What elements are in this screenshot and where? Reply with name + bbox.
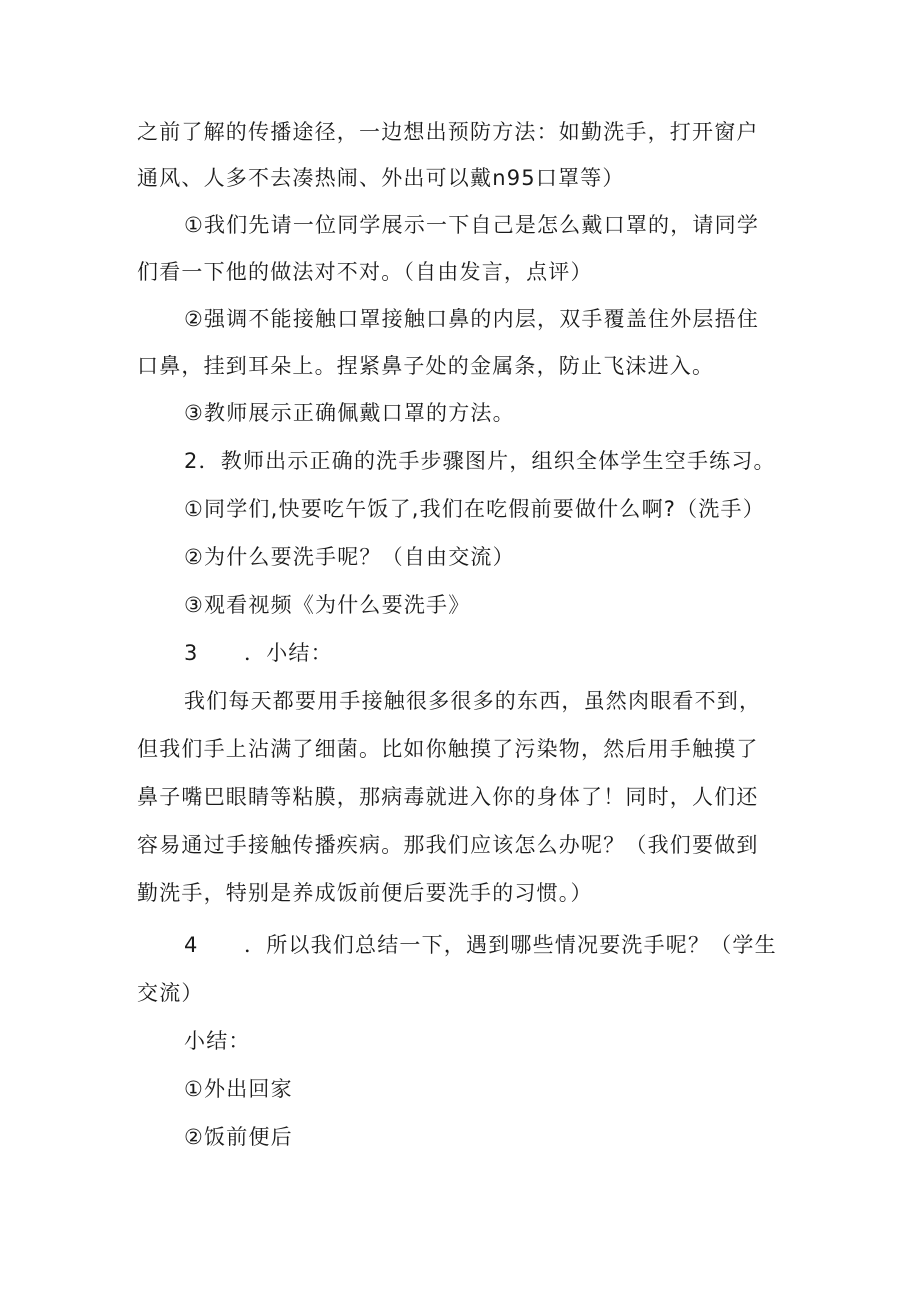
mask-step-2-line-1: ②强调不能接触口罩接触口鼻的内层，双手覆盖住外层捂住: [184, 307, 760, 331]
section-4-heading: [184, 930, 777, 960]
section-3-title: ．小结：: [244, 641, 333, 665]
summary-paragraph-line-4: 容易通过手接触传播疾病。那我们应该怎么办呢？（我们要做到: [137, 833, 759, 857]
handwash-step-1: ①同学们,快要吃午饭了,我们在吃假前要做什么啊?（洗手）: [184, 497, 765, 521]
section-4-line-2: 交流）: [137, 981, 204, 1005]
summary-paragraph-line-3: 鼻子嘴巴眼睛等粘膜，那病毒就进入你的身体了！同时，人们还: [137, 785, 759, 809]
mask-step-1-line-1: ①我们先请一位同学展示一下自己是怎么戴口罩的，请同学: [184, 213, 760, 237]
summary-paragraph-line-2: 但我们手上沾满了细菌。比如你触摸了污染物，然后用手触摸了: [137, 737, 759, 761]
summary-item-2: ②饭前便后: [184, 1125, 293, 1149]
paragraph-line-2: 通风、人多不去凑热闹、外出可以戴n95口罩等）: [137, 166, 625, 190]
summary-label: 小结：: [184, 1029, 251, 1053]
section-4-number: 4: [184, 933, 199, 957]
handwash-step-2: ②为什么要洗手呢？（自由交流）: [184, 545, 515, 569]
summary-item-1: ①外出回家: [184, 1077, 293, 1101]
mask-step-2-line-2: 口鼻，挂到耳朵上。捏紧鼻子处的金属条，防止飞沫进入。: [137, 354, 715, 378]
mask-step-1-line-2: 们看一下他的做法对不对。（自由发言，点评）: [137, 260, 593, 284]
paragraph-line-1: 之前了解的传播途径，一边想出预防方法：如勤洗手，打开窗户: [137, 120, 759, 144]
handwash-step-3: ③观看视频《为什么要洗手》: [184, 593, 471, 617]
section-4-text: ．所以我们总结一下，遇到哪些情况要洗手呢？（学生: [244, 933, 777, 957]
section-3-number: 3: [184, 641, 199, 665]
mask-step-3: ③教师展示正确佩戴口罩的方法。: [184, 401, 515, 425]
section-3-heading: [184, 638, 333, 668]
summary-paragraph-line-1: 我们每天都要用手接触很多很多的东西，虽然肉眼看不到，: [184, 689, 762, 713]
section-2-heading: 2．教师出示正确的洗手步骤图片，组织全体学生空手练习。: [184, 449, 776, 473]
summary-paragraph-line-5: 勤洗手，特别是养成饭前便后要洗手的习惯。）: [137, 881, 593, 905]
